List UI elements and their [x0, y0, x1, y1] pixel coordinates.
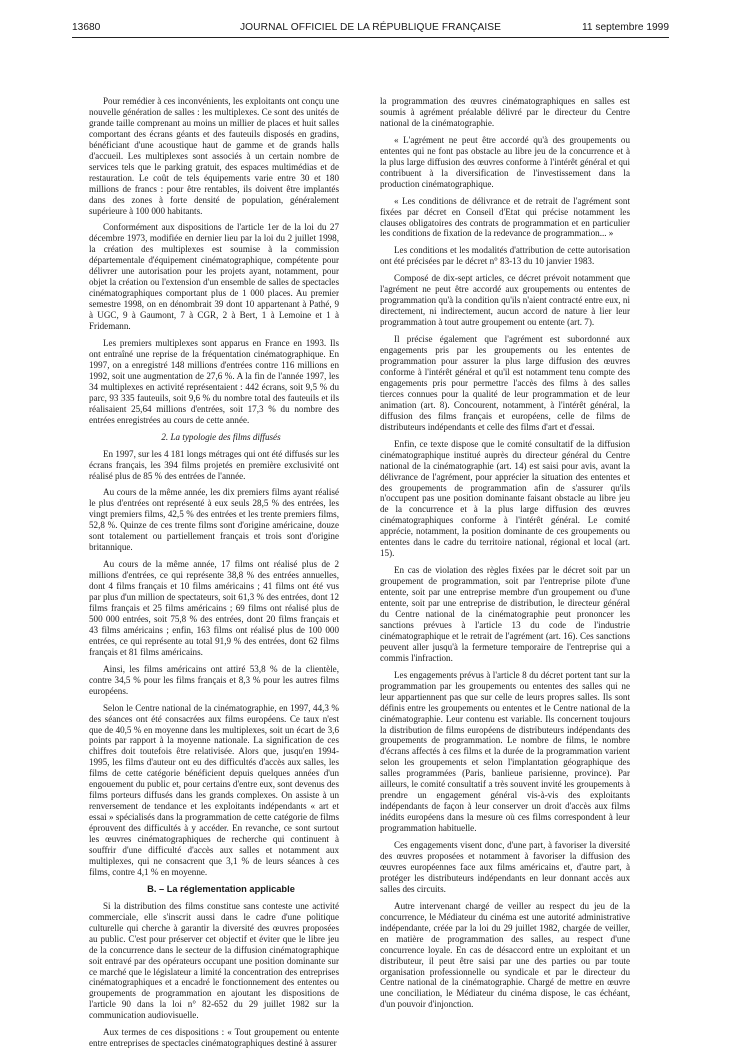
paragraph: En cas de violation des règles fixées par le décret soit par un groupement de programmation, soit par l'entreprise pilote d'une entente, soit par une entreprise membre d'un groupement ou d'une entente, soit par une entreprise de distribution, le directeur général du Centre national de la cinématographie peut prononcer les sanctions prévues à l'article 13 du code de l'industrie cinématographique et le retrait de l'agrément (art. 16). Ces sanctions peuvent aller jusqu'à la fermeture temporaire de l'entreprise qui a commis l'infraction.: [380, 565, 630, 663]
quotation: « Les conditions de délivrance et de retrait de l'agrément sont fixées par décret en Conseil d'Etat qui précise notamment les clauses obligatoires des contrats de programmation et en particulier les conditions de fixation de la redevance de programmation... »: [380, 195, 630, 239]
paragraph: Autre intervenant chargé de veiller au respect du jeu de la concurrence, le Médiateur du cinéma est une autorité administrative indépendante, créée par la loi du 29 juillet 1982, chargée de veiller, en matière de programmation des salles, au respect d'une concurrence loyale. En cas de désaccord entre un exploitant et un distributeur, il peut être saisi par une des parties ou par toute organisation professionnelle ou syndicale et par le directeur du Centre national de la cinématographie. Chargé de mettre en œuvre une conciliation, le Médiateur du cinéma dispose, le cas échéant, d'un pouvoir d'injonction.: [380, 900, 630, 1010]
page-number: 13680: [72, 22, 101, 33]
paragraph: Conformément aux dispositions de l'article 1er de la loi du 27 décembre 1973, modifiée en dernier lieu par la loi du 2 juillet 1998, la création des multiplexes est soumise à la commission départementale d'équipement cinématographique, compétente pour délivrer une autorisation pour les projets ayant, notamment, pour objet la création ou l'extension d'un ensemble de salles de spectacles cinématographiques comportant plus de 1 000 places. Au premier semestre 1998, on en dénombrait 39 dont 10 appartenant à Pathé, 9 à UGC, 9 à Gaumont, 7 à CGR, 2 à Bert, 1 à Lemoine et 1 à Fridemann.: [89, 222, 339, 332]
paragraph: Composé de dix-sept articles, ce décret prévoit notamment que l'agrément ne peut être accordé aux groupements ou ententes de programmation qu'à la condition qu'ils n'aient contracté entre eux, ni directement, ni indirectement, aucun accord de nature à lier leur programmation à tout autre groupement ou entente (art. 7).: [380, 273, 630, 328]
left-column: [89, 96, 339, 1049]
paragraph: Au cours de la même année, les dix premiers films ayant réalisé le plus d'entrées ont représenté à eux seuls 28,5 % des entrées, les vingt premiers films, 42,5 % des entrées et les trente premiers films, 52,8 %. Quinze de ces trente films sont d'origine américaine, douze sont totalement ou partiellement français et trois sont d'origine britannique.: [89, 487, 339, 553]
paragraph: Aux termes de ces dispositions : « Tout groupement ou entente entre entreprises de spectacles cinématographiques destiné à assurer: [89, 1027, 339, 1049]
paragraph: Si la distribution des films constitue sans conteste une activité commerciale, elle s'inscrit aussi dans le cadre d'une politique culturelle qui cherche à garantir la diversité des œuvres proposées au public. C'est pour préserver cet objectif et éviter que le libre jeu de la concurrence dans le secteur de la diffusion cinématographique soit entravé par des opérateurs occupant une position dominante sur ce marché que le législateur a limité la concentration des entreprises cinématographiques et a encadré le fonctionnement des ententes ou groupements de programmation en ajoutant les dispositions de l'article 90 dans la loi n° 82-652 du 29 juillet 1982 sur la communication audiovisuelle.: [89, 900, 339, 1021]
paragraph: Ces engagements visent donc, d'une part, à favoriser la diversité des œuvres proposées et notamment à favoriser la diffusion des œuvres européennes face aux films américains et, d'autre part, à protéger les distributeurs indépendants en leur donnant accès aux salles des circuits.: [380, 840, 630, 894]
paragraph: Les conditions et les modalités d'attribution de cette autorisation ont été précisées par le décret n° 83-13 du 10 janvier 1983.: [380, 245, 630, 267]
paragraph-continued: la programmation des œuvres cinématographiques en salles est soumis à agrément préalable délivré par le directeur du Centre national de la cinématographie.: [380, 96, 630, 128]
paragraph: Selon le Centre national de la cinématographie, en 1997, 44,3 % des séances ont été consacrées aux films européens. Ce taux n'est que de 40,5 % en moyenne dans les multiplexes, soit un écart de 3,6 points par rapport à la moyenne nationale. La signification de ces chiffres doit toutefois être relativisée. Alors que, jusqu'en 1994-1995, les films d'auteur ont eu des difficultés d'accès aux salles, les films de cette catégorie bénéficient depuis quelques années d'un engouement du public et, pour certains d'entre eux, sont devenus des films porteurs diffusés dans les grands complexes. On assiste à un renversement de tendance et les exploitants indépendants « art et essai » spécialisés dans la programmation de cette catégorie de films éprouvent des difficultés à y accéder. En revanche, ce sont surtout les œuvres cinématographiques de recherche qui continuent à souffrir d'une difficulté d'accès aux salles et notamment aux multiplexes, qui ne consacrent que 3,1 % de leurs séances à ces films, contre 4,1 % en moyenne.: [89, 702, 339, 877]
paragraph: En 1997, sur les 4 181 longs métrages qui ont été diffusés sur les écrans français, les 394 films projetés en première exclusivité ont réalisé plus de 85 % des entrées de l'année.: [89, 448, 339, 481]
paragraph: Les engagements prévus à l'article 8 du décret portent tant sur la programmation par les groupements ou ententes des salles qui ne leur appartiennent pas que sur celle de leurs propres salles. Ils sont définis entre les groupements ou ententes et le Centre national de la cinématographie. Leur contenu est variable. Ils concernent toujours la distribution de films européens de distributeurs indépendants des groupements de programmation. Le nombre de films, le nombre d'écrans affectés à ces films et la durée de la programmation varient selon les groupements et selon l'implantation géographique des salles programmées (Paris, banlieue parisienne, province). Par ailleurs, le comité consultatif a très souvent invité les groupements à prendre un engagement général vis-à-vis des exploitants indépendants de façon à leur conserver un droit d'accès aux films inédits européens dans la mesure où ces films correspondent à leur programmation habituelle.: [380, 669, 630, 834]
subheading-film-typology: 2. La typologie des films diffusés: [161, 431, 281, 442]
publication-date: 11 septembre 1999: [581, 22, 669, 33]
paragraph: Les premiers multiplexes sont apparus en France en 1993. Ils ont entraîné une reprise de la fréquentation cinématographique. En 1997, on a enregistré 148 millions d'entrées contre 116 millions en 1992, soit une augmentation de 27,6 %. A la fin de l'année 1997, les 34 multiplexes en activité représentaient : 442 écrans, soit 9,5 % du parc, 93 335 fauteuils, soit 9,6 % du nombre total des fauteuils et ils réalisaient 25,64 millions d'entrées, soit 17,3 % du nombre des entrées enregistrées au cours de cette année.: [89, 338, 339, 425]
page-header: [72, 22, 669, 38]
paragraph: Au cours de la même année, 17 films ont réalisé plus de 2 millions d'entrées, ce qui représente 38,8 % des entrées annuelles, dont 4 films français et 10 films américains ; 41 films ont été vus par plus d'un million de spectateurs, soit 61,3 % des entrées, dont 12 films français et 25 films américains ; 69 films ont réalisé plus de 500 000 entrées, soit 75,8 % des entrées, dont 20 films français et 43 films américains ; enfin, 163 films ont réalisé plus de 100 000 entrées, ce qui représente au total 91,9 % des entrées, dont 62 films français et 81 films américains.: [89, 559, 339, 657]
right-column: [380, 96, 630, 1010]
section-heading-b: B. – La réglementation applicable: [147, 883, 295, 894]
paragraph: Ainsi, les films américains ont attiré 53,8 % de la clientèle, contre 34,5 % pour les films français et 8,3 % pour les autres films européens.: [89, 663, 339, 696]
header-rule: [72, 37, 669, 38]
journal-title: JOURNAL OFFICIEL DE LA RÉPUBLIQUE FRANÇAISE: [239, 22, 502, 33]
paragraph: Pour remédier à ces inconvénients, les exploitants ont conçu une nouvelle génération de salles : les multiplexes. Ce sont des unités de grande taille comprenant au moins un millier de places et huit salles comportant des écrans géants et des fauteuils disposés en gradins, bénéficiant d'une acoustique haut de gamme et de grands halls d'accueil. Les multiplexes sont associés à un certain nombre de services tels que le parking gratuit, des espaces multimédias et de restauration. Le coût de tels équipements varie entre 30 et 180 millions de francs : pour être rentables, ils doivent être implantés dans des zones à forte densité de population, généralement supérieure à 100 000 habitants.: [89, 96, 339, 216]
quotation: « L'agrément ne peut être accordé qu'à des groupements ou ententes qui ne font pas obstacle au libre jeu de la concurrence et à la plus large diffusion des œuvres conforme à l'intérêt général et qui contribuent à la diversification de l'investissement dans la production cinématographique.: [380, 134, 630, 189]
paragraph: Il précise également que l'agrément est subordonné aux engagements pris par les groupements ou les ententes de programmation pour assurer la plus large diffusion des œuvres conforme à l'intérêt général et qu'il est notamment tenu compte des engagements pris pour permettre l'accès des films à des salles tierces connues pour la qualité de leur programmation et de leur animation (art. 8). Concourent, notamment, à l'intérêt général, la diffusion des films français et européens, celle de films de distributeurs indépendants et celle des films d'art et d'essai.: [380, 334, 630, 432]
paragraph: Enfin, ce texte dispose que le comité consultatif de la diffusion cinématographique institué auprès du directeur général du Centre national de la cinématographie (art. 14) est saisi pour avis, avant la délivrance de l'agrément, pour apprécier la situation des ententes et des groupements de programmation afin de s'assurer qu'ils n'occupent pas une position dominante faisant obstacle au libre jeu de la concurrence et à la plus large diffusion des œuvres cinématographiques conforme à l'intérêt général. Le comité apprécie, notamment, la position dominante de ces groupements ou ententes dans le cadre du territoire national, régional et local (art. 15).: [380, 438, 630, 559]
